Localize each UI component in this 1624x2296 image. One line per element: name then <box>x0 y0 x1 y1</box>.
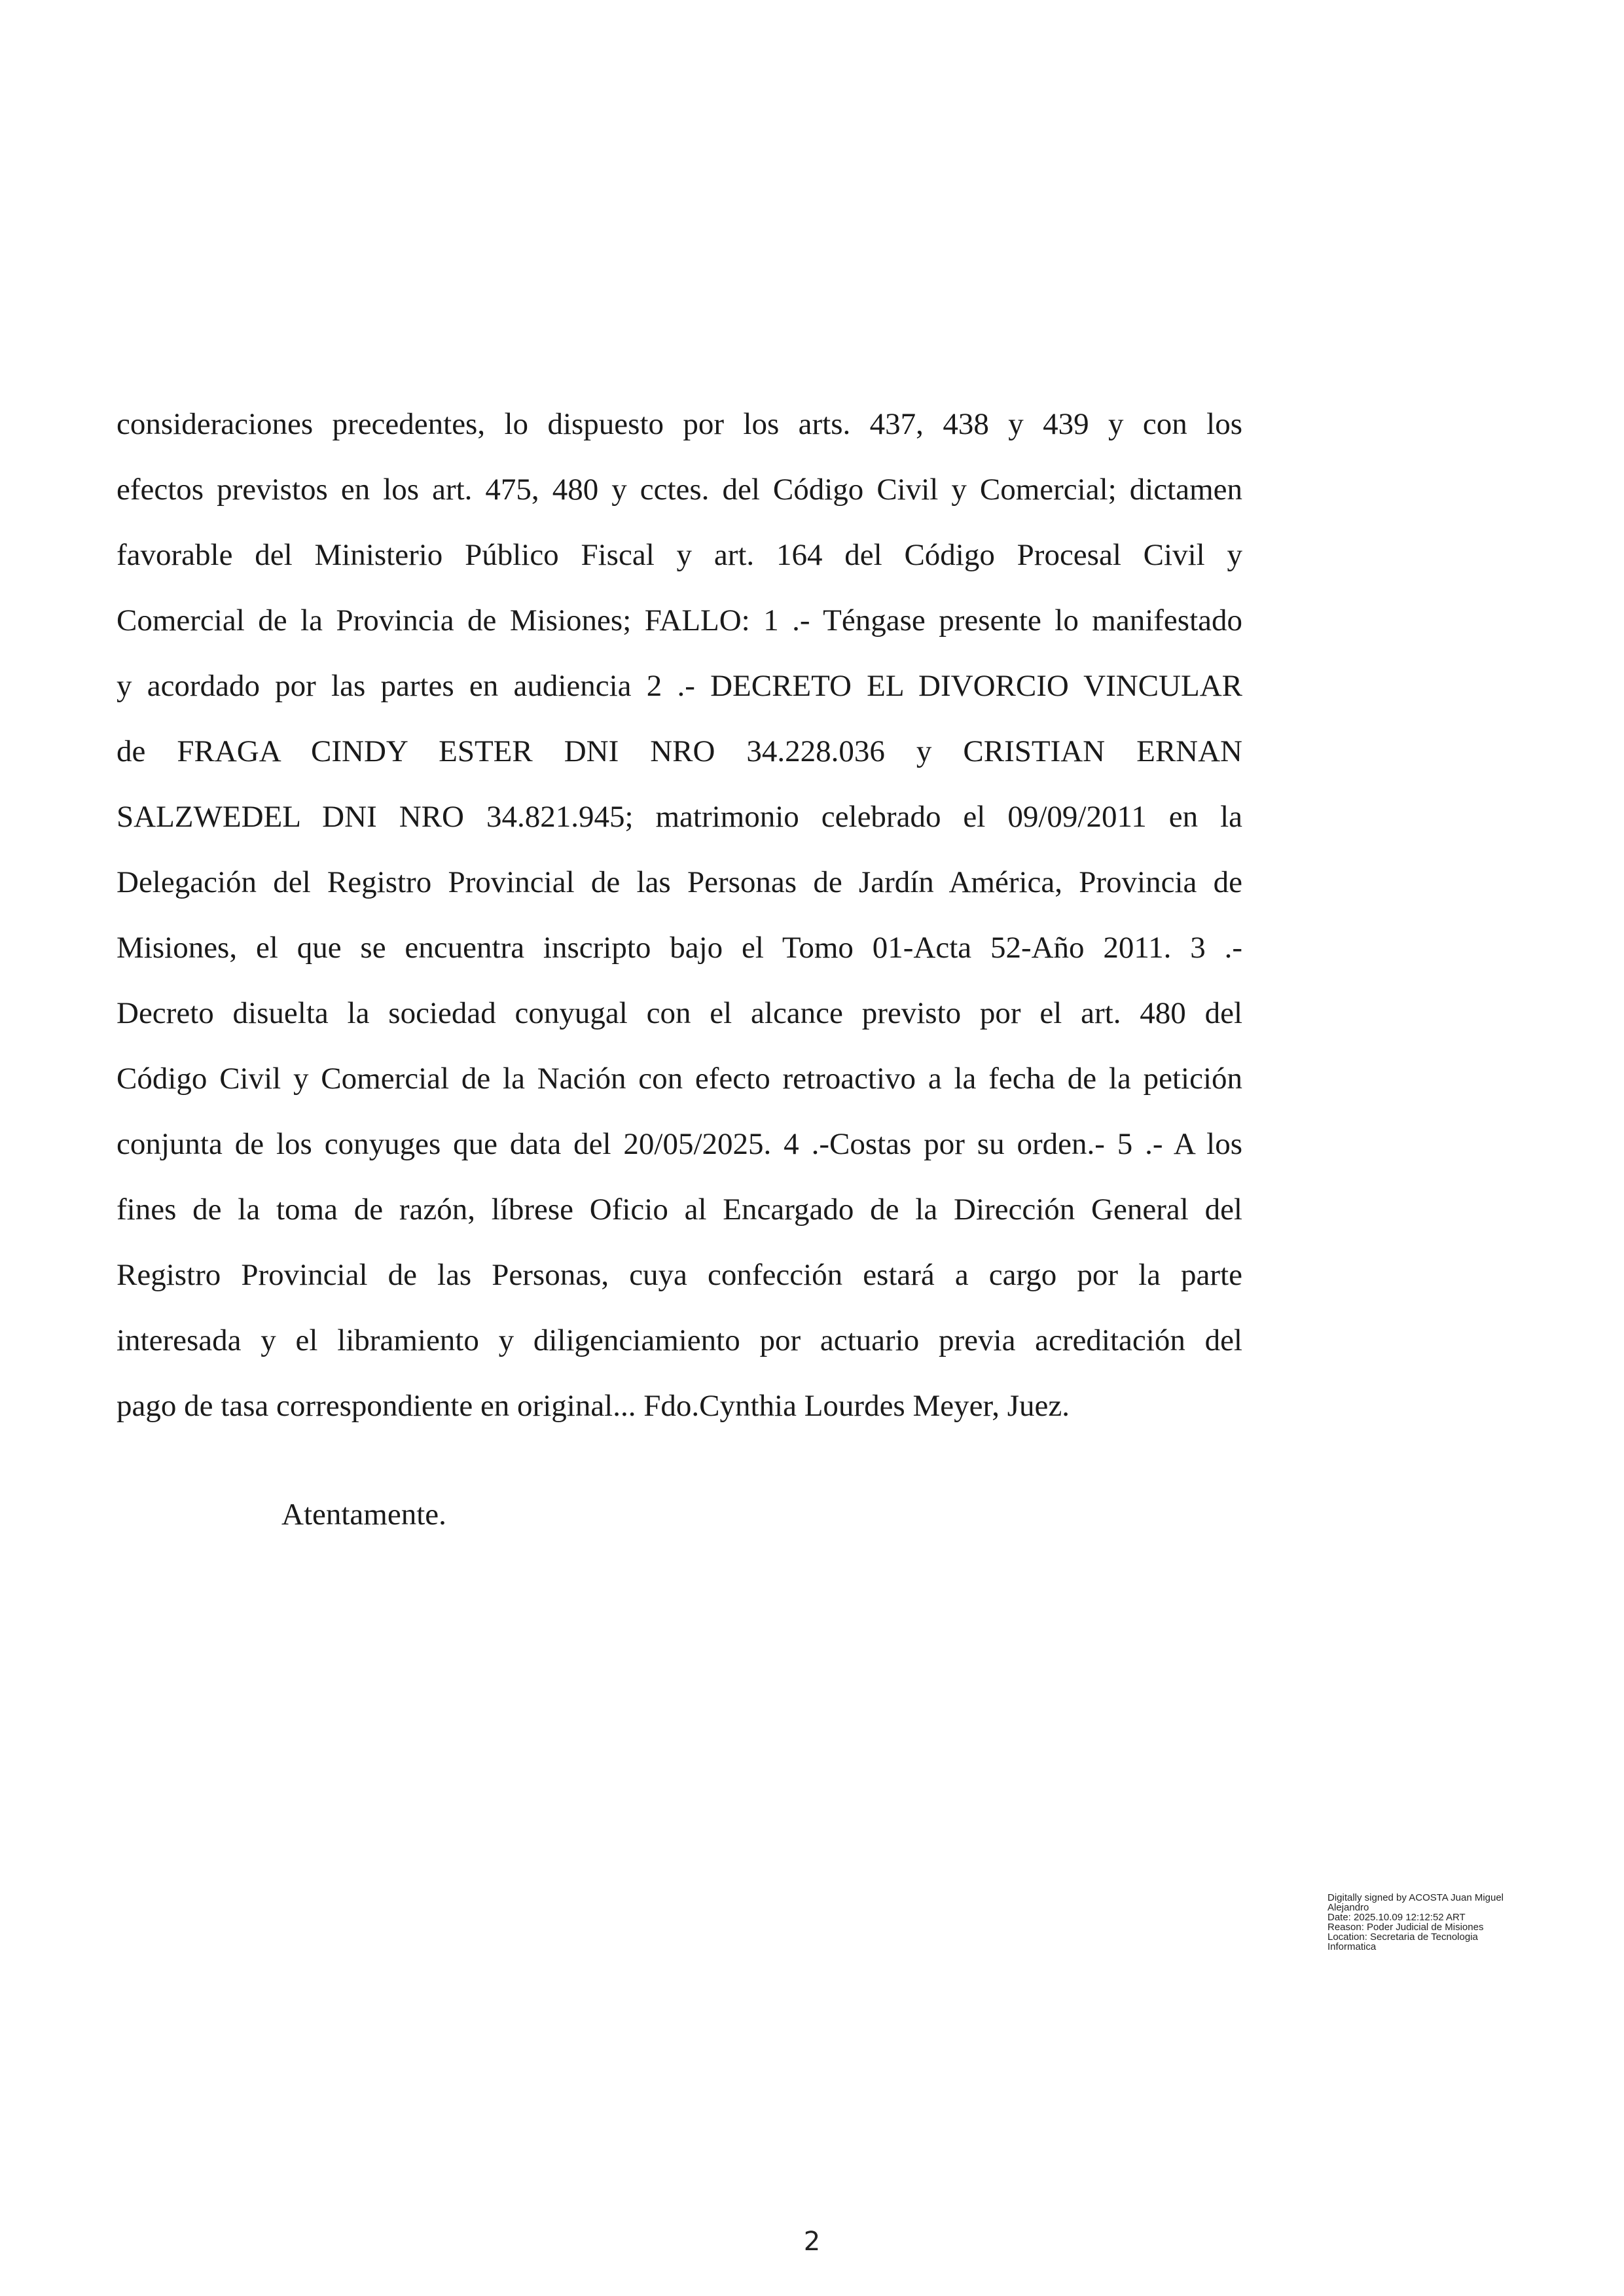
signature-location: Location: Secretaria de Tecnologia <box>1327 1931 1478 1943</box>
body-paragraph <box>117 391 1242 1439</box>
body-line: Código Civil y Comercial de la Nación con efecto retroactivo a la fecha de la petición <box>117 1062 1242 1096</box>
body-line: Misiones, el que se encuentra inscripto bajo el Tomo 01-Acta 52-Año 2011. 3 .- <box>117 931 1242 965</box>
body-line: y acordado por las partes en audiencia 2 .- DECRETO EL DIVORCIO VINCULAR <box>117 669 1242 703</box>
closing-salutation: Atentamente. <box>281 1498 446 1532</box>
body-line: Comercial de la Provincia de Misiones; FALLO: 1 .- Téngase presente lo manifestado <box>117 603 1242 637</box>
body-line: consideraciones precedentes, lo dispuesto por los arts. 437, 438 y 439 y con los <box>117 407 1242 441</box>
body-line: interesada y el libramiento y diligenciamiento por actuario previa acreditación del <box>117 1323 1242 1357</box>
signature-date: Date: 2025.10.09 12:12:52 ART <box>1327 1912 1466 1923</box>
signature-signer-cont: Alejandro <box>1327 1902 1369 1913</box>
body-line: pago de tasa correspondiente en original... Fdo.Cynthia Lourdes Meyer, Juez. <box>117 1389 1070 1423</box>
body-line: favorable del Ministerio Público Fiscal y art. 164 del Código Procesal Civil y <box>117 538 1242 572</box>
body-line: de FRAGA CINDY ESTER DNI NRO 34.228.036 y CRISTIAN ERNAN <box>117 734 1242 768</box>
body-line: SALZWEDEL DNI NRO 34.821.945; matrimonio celebrado el 09/09/2011 en la <box>117 800 1242 834</box>
body-line: Decreto disuelta la sociedad conyugal con el alcance previsto por el art. 480 del <box>117 996 1242 1030</box>
body-line: efectos previstos en los art. 475, 480 y cctes. del Código Civil y Comercial; dictamen <box>117 473 1242 507</box>
body-line: conjunta de los conyuges que data del 20/05/2025. 4 .-Costas por su orden.- 5 .- A los <box>117 1127 1242 1161</box>
signature-signer: Digitally signed by ACOSTA Juan Miguel <box>1327 1892 1504 1903</box>
digital-signature-block <box>1327 1893 1543 1952</box>
body-line: Delegación del Registro Provincial de las Personas de Jardín América, Provincia de <box>117 865 1242 899</box>
signature-reason: Reason: Poder Judicial de Misiones <box>1327 1922 1484 1933</box>
body-line: fines de la toma de razón, líbrese Oficio al Encargado de la Dirección General del <box>117 1193 1242 1227</box>
signature-location-cont: Informatica <box>1327 1941 1377 1952</box>
page-number: 2 <box>803 2227 821 2257</box>
body-line: Registro Provincial de las Personas, cuya confección estará a cargo por la parte <box>117 1258 1242 1292</box>
